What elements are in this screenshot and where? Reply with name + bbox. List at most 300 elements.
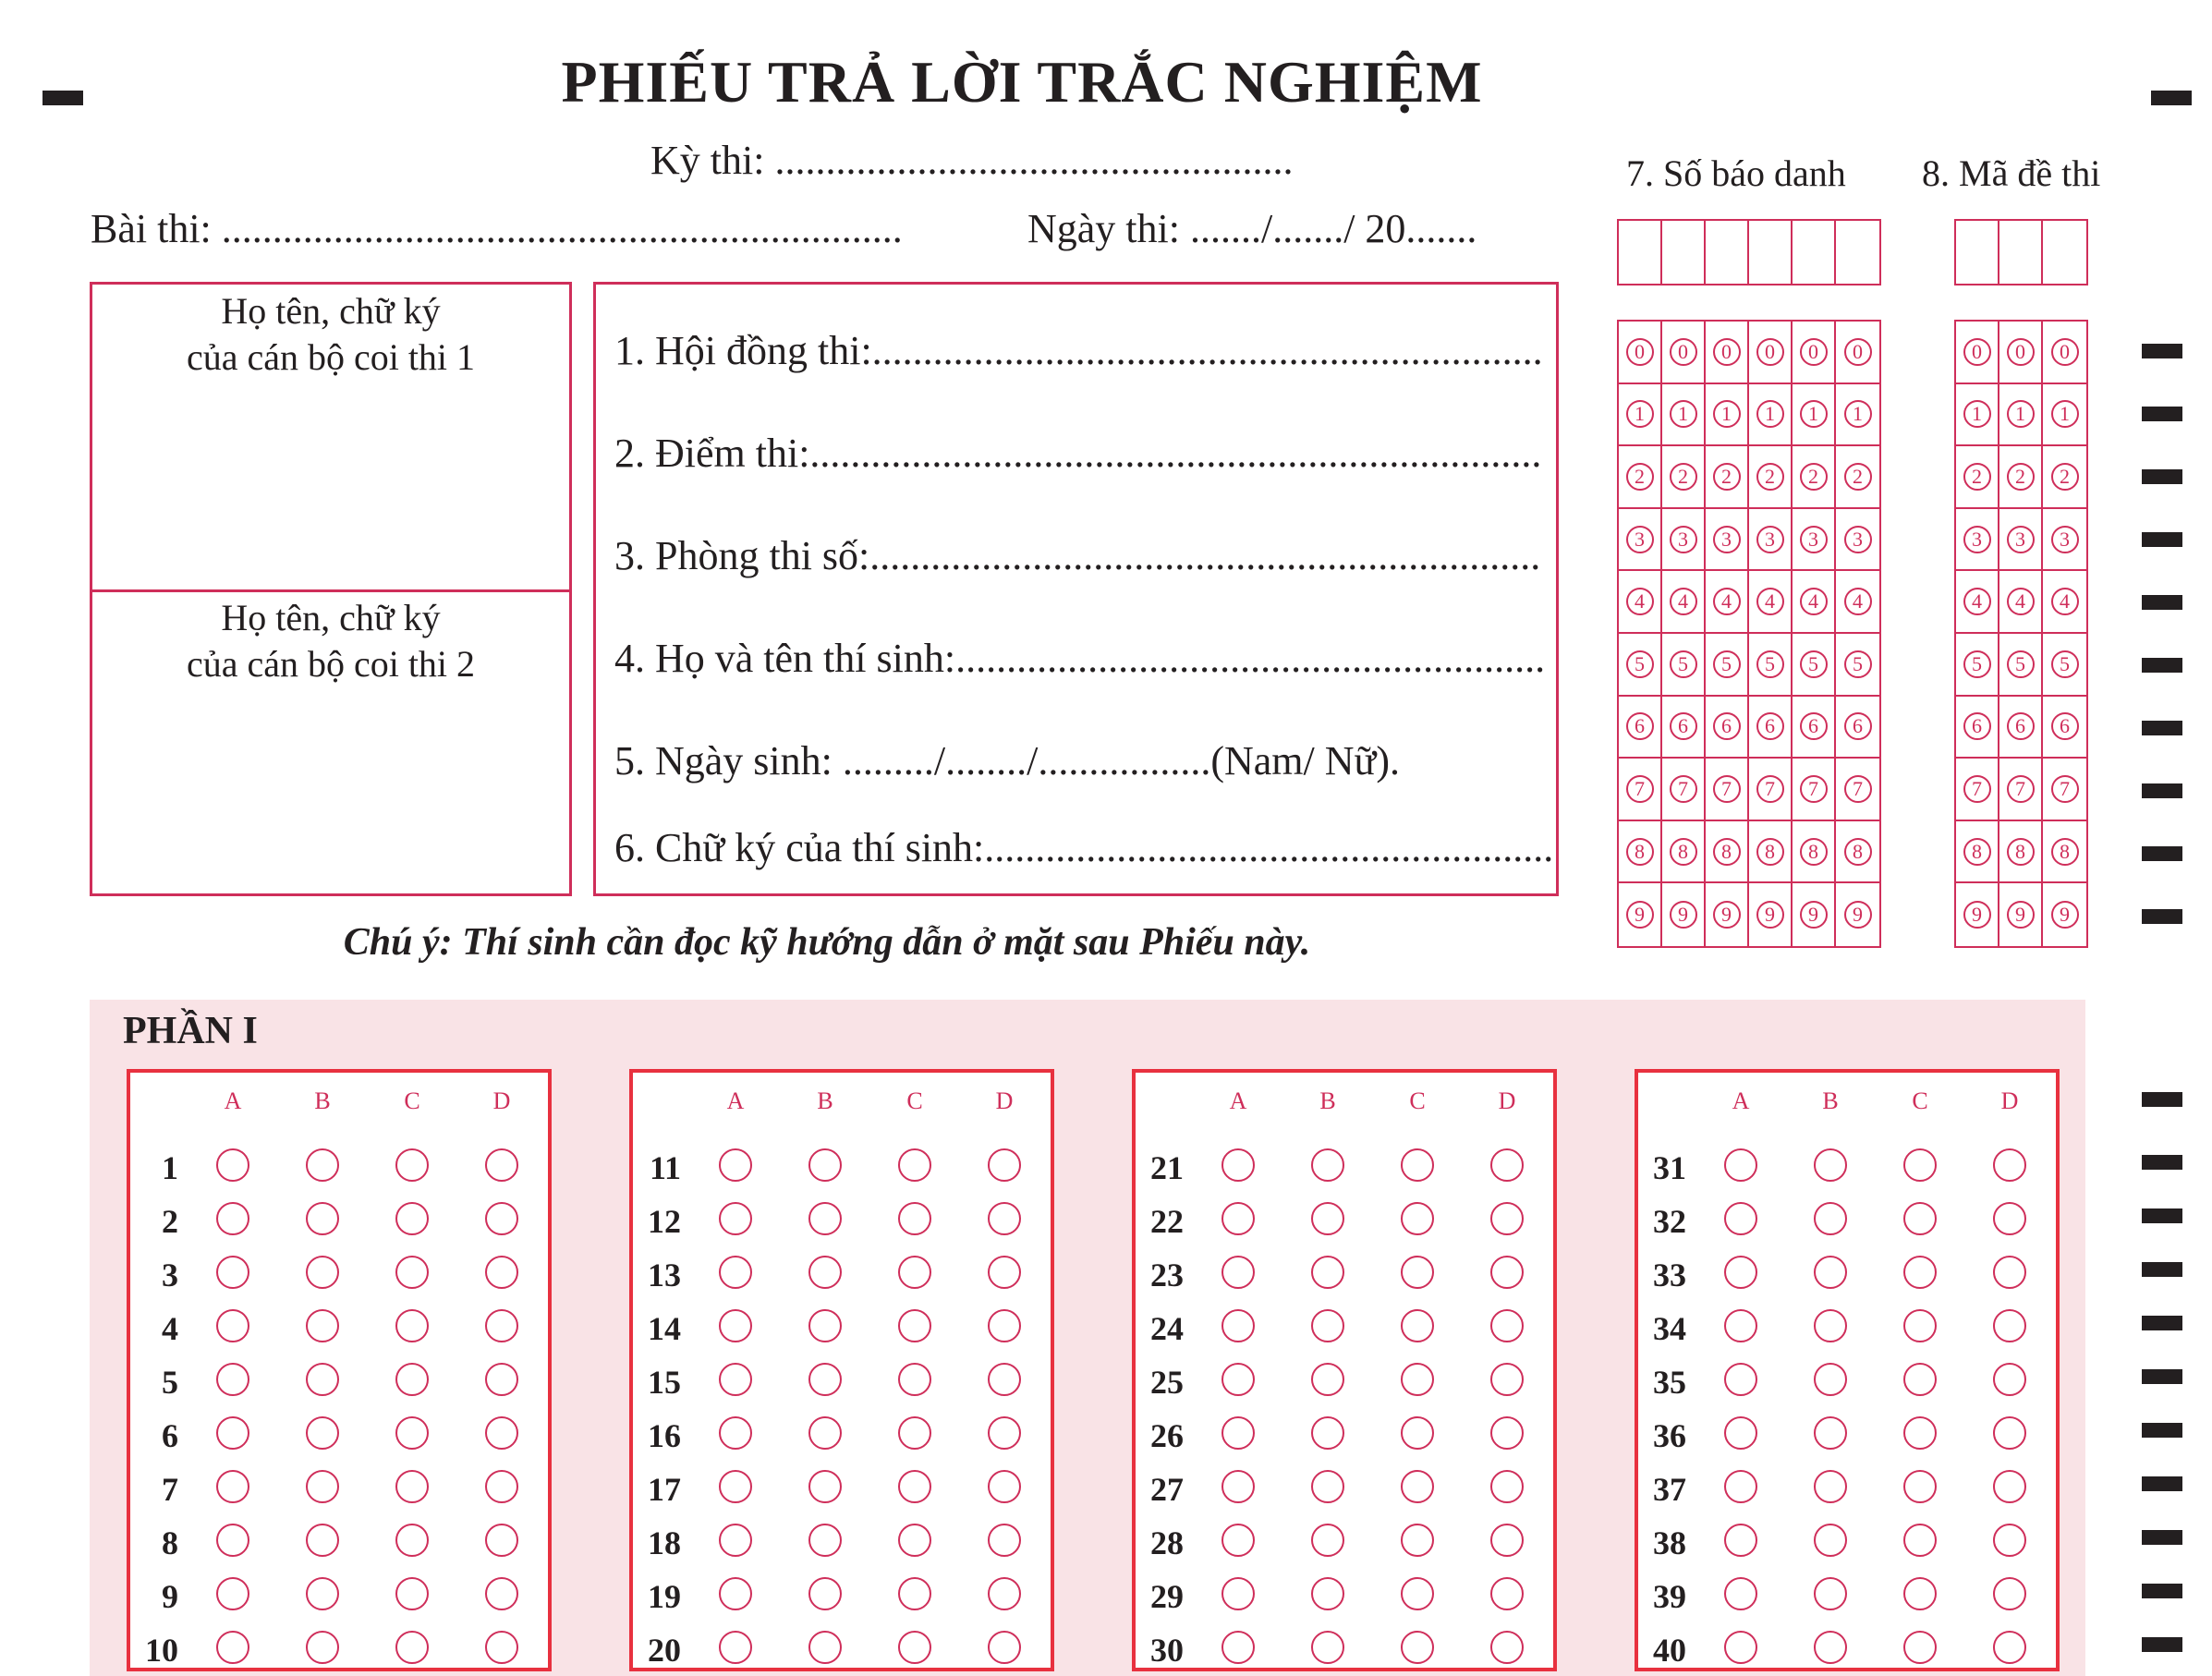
answer-bubble-d[interactable] (1490, 1202, 1524, 1235)
answer-bubble-d[interactable] (1490, 1577, 1524, 1610)
answer-bubble-b[interactable] (1311, 1148, 1344, 1182)
test-code-digit-bubble[interactable]: 3 (1963, 526, 1991, 553)
answer-bubble-a[interactable] (719, 1416, 752, 1450)
answer-bubble-a[interactable] (1221, 1148, 1255, 1182)
answer-bubble-c[interactable] (1401, 1631, 1434, 1664)
candidate-number-digit-bubble[interactable]: 8 (1844, 838, 1872, 866)
candidate-number-digit-bubble[interactable]: 3 (1713, 526, 1741, 553)
answer-bubble-d[interactable] (1993, 1256, 2026, 1289)
answer-bubble-a[interactable] (719, 1524, 752, 1557)
answer-bubble-c[interactable] (1903, 1524, 1937, 1557)
answer-bubble-a[interactable] (216, 1524, 249, 1557)
candidate-number-digit-bubble[interactable]: 0 (1800, 338, 1828, 366)
candidate-number-digit-bubble[interactable]: 9 (1670, 901, 1697, 929)
answer-bubble-a[interactable] (1221, 1256, 1255, 1289)
answer-bubble-b[interactable] (1814, 1256, 1847, 1289)
answer-bubble-b[interactable] (1311, 1631, 1344, 1664)
answer-bubble-c[interactable] (898, 1577, 931, 1610)
test-code-digit-bubble[interactable]: 3 (2007, 526, 2035, 553)
candidate-number-digit-bubble[interactable]: 1 (1713, 400, 1741, 428)
answer-bubble-b[interactable] (808, 1524, 842, 1557)
answer-bubble-b[interactable] (1814, 1416, 1847, 1450)
question-number: 9 (162, 1578, 178, 1615)
candidate-number-digit-bubble[interactable]: 6 (1800, 712, 1828, 740)
answer-bubble-c[interactable] (395, 1256, 429, 1289)
test-code-digit-cell (1999, 509, 2041, 572)
test-code-digit-bubble[interactable]: 5 (1963, 650, 1991, 678)
answer-bubble-b[interactable] (306, 1470, 339, 1503)
answer-bubble-b[interactable] (1311, 1256, 1344, 1289)
candidate-number-digit-bubble[interactable]: 5 (1626, 650, 1654, 678)
test-code-write-box[interactable] (2043, 221, 2086, 284)
answer-bubble-d[interactable] (1490, 1256, 1524, 1289)
answer-bubble-a[interactable] (216, 1416, 249, 1450)
question-row (633, 1629, 1051, 1669)
answer-bubble-d[interactable] (1993, 1631, 2026, 1664)
answer-bubble-d[interactable] (988, 1363, 1021, 1396)
candidate-number-digit-bubble[interactable]: 8 (1626, 838, 1654, 866)
answer-bubble-d[interactable] (1993, 1577, 2026, 1610)
test-code-digit-bubble[interactable]: 1 (1963, 400, 1991, 428)
option-header: A (1229, 1087, 1247, 1114)
answer-bubble-d[interactable] (485, 1416, 518, 1450)
candidate-number-bubble-grid[interactable] (1617, 320, 1881, 948)
test-code-digit-bubble[interactable]: 9 (1963, 901, 1991, 929)
answer-bubble-a[interactable] (1221, 1524, 1255, 1557)
answer-bubble-c[interactable] (395, 1470, 429, 1503)
test-code-bubble-grid[interactable] (1954, 320, 2088, 948)
answer-bubble-b[interactable] (306, 1363, 339, 1396)
answer-bubble-a[interactable] (719, 1470, 752, 1503)
candidate-name-field[interactable]: 4. Họ và tên thí sinh:.......................................................... (614, 636, 1546, 681)
answer-bubble-a[interactable] (719, 1309, 752, 1342)
answer-bubble-c[interactable] (898, 1631, 931, 1664)
test-code-digit-cell (1956, 634, 1998, 697)
candidate-number-write-boxes[interactable] (1617, 219, 1881, 285)
answer-bubble-b[interactable] (1311, 1202, 1344, 1235)
answer-bubble-d[interactable] (988, 1256, 1021, 1289)
test-code-digit-bubble[interactable]: 6 (2007, 712, 2035, 740)
answer-bubble-b[interactable] (1311, 1577, 1344, 1610)
answer-bubble-a[interactable] (719, 1202, 752, 1235)
answer-bubble-c[interactable] (395, 1202, 429, 1235)
answer-bubble-b[interactable] (306, 1416, 339, 1450)
question-number: 38 (1653, 1524, 1686, 1561)
candidate-number-digit-cell (1619, 571, 1660, 634)
test-code-digit-cell (2043, 883, 2086, 946)
answer-bubble-c[interactable] (1401, 1363, 1434, 1396)
answer-bubble-b[interactable] (808, 1309, 842, 1342)
answer-bubble-d[interactable] (485, 1470, 518, 1503)
candidate-number-digit-cell (1706, 634, 1747, 697)
birth-date-field[interactable]: 5. Ngày sinh: ........./......../.................(Nam/ Nữ). (614, 738, 1401, 783)
candidate-number-digit-bubble[interactable]: 4 (1626, 588, 1654, 615)
candidate-number-digit-bubble[interactable]: 6 (1713, 712, 1741, 740)
answer-bubble-a[interactable] (1221, 1470, 1255, 1503)
test-code-digit-bubble[interactable]: 4 (2007, 588, 2035, 615)
candidate-number-digit-bubble[interactable]: 0 (1756, 338, 1784, 366)
candidate-number-write-box[interactable] (1836, 221, 1879, 284)
test-code-write-boxes[interactable] (1954, 219, 2088, 285)
answer-bubble-d[interactable] (485, 1631, 518, 1664)
answer-bubble-c[interactable] (898, 1416, 931, 1450)
test-code-digit-bubble[interactable]: 5 (2007, 650, 2035, 678)
candidate-number-write-box[interactable] (1749, 221, 1793, 284)
answer-bubble-c[interactable] (898, 1470, 931, 1503)
answer-bubble-b[interactable] (306, 1309, 339, 1342)
answer-bubble-b[interactable] (808, 1577, 842, 1610)
answer-bubble-d[interactable] (485, 1202, 518, 1235)
candidate-number-digit-bubble[interactable]: 6 (1670, 712, 1697, 740)
answer-bubble-a[interactable] (216, 1256, 249, 1289)
answer-bubble-c[interactable] (1903, 1416, 1937, 1450)
answer-bubble-c[interactable] (395, 1309, 429, 1342)
candidate-number-digit-bubble[interactable]: 1 (1844, 400, 1872, 428)
answer-bubble-d[interactable] (1993, 1309, 2026, 1342)
candidate-number-digit-bubble[interactable]: 0 (1626, 338, 1654, 366)
candidate-number-digit-bubble[interactable]: 7 (1713, 775, 1741, 803)
test-code-digit-bubble[interactable]: 8 (1963, 838, 1991, 866)
candidate-number-digit-bubble[interactable]: 0 (1670, 338, 1697, 366)
test-code-digit-bubble[interactable]: 7 (2051, 775, 2079, 803)
candidate-number-digit-bubble[interactable]: 2 (1670, 463, 1697, 491)
candidate-number-digit-bubble[interactable]: 9 (1844, 901, 1872, 929)
answer-bubble-c[interactable] (1401, 1470, 1434, 1503)
answer-bubble-c[interactable] (395, 1148, 429, 1182)
candidate-number-write-box[interactable] (1706, 221, 1749, 284)
candidate-number-digit-bubble[interactable]: 6 (1844, 712, 1872, 740)
answer-bubble-c[interactable] (1401, 1524, 1434, 1557)
answer-bubble-a[interactable] (216, 1148, 249, 1182)
answer-bubble-a[interactable] (719, 1148, 752, 1182)
candidate-number-digit-bubble[interactable]: 2 (1756, 463, 1784, 491)
candidate-number-digit-bubble[interactable]: 9 (1713, 901, 1741, 929)
answer-bubble-c[interactable] (898, 1148, 931, 1182)
candidate-number-digit-cell (1749, 759, 1791, 821)
test-code-write-box[interactable] (1999, 221, 2043, 284)
answer-bubble-d[interactable] (1490, 1416, 1524, 1450)
answer-bubble-c[interactable] (898, 1202, 931, 1235)
candidate-number-digit-bubble[interactable]: 4 (1800, 588, 1828, 615)
answer-bubble-b[interactable] (1814, 1524, 1847, 1557)
timing-mark (2142, 344, 2182, 358)
answer-bubble-d[interactable] (1490, 1309, 1524, 1342)
candidate-number-digit-bubble[interactable]: 0 (1713, 338, 1741, 366)
answer-bubble-c[interactable] (898, 1524, 931, 1557)
answer-bubble-b[interactable] (306, 1202, 339, 1235)
candidate-number-digit-bubble[interactable]: 2 (1626, 463, 1654, 491)
exam-date-field[interactable]: Ngày thi: ......./......./ 20....... (1027, 206, 1477, 251)
answer-bubble-d[interactable] (485, 1256, 518, 1289)
answer-bubble-a[interactable] (1724, 1577, 1757, 1610)
answer-bubble-c[interactable] (1903, 1309, 1937, 1342)
answer-bubble-c[interactable] (1401, 1256, 1434, 1289)
answer-bubble-c[interactable] (395, 1524, 429, 1557)
candidate-number-digit-bubble[interactable]: 5 (1756, 650, 1784, 678)
answer-bubble-a[interactable] (1724, 1202, 1757, 1235)
candidate-number-digit-bubble[interactable]: 7 (1844, 775, 1872, 803)
answer-bubble-b[interactable] (808, 1416, 842, 1450)
answer-bubble-b[interactable] (808, 1148, 842, 1182)
exam-site-field[interactable]: 2. Điểm thi:........................................................................ (614, 431, 1542, 476)
answer-bubble-b[interactable] (1311, 1470, 1344, 1503)
answer-bubble-d[interactable] (988, 1524, 1021, 1557)
answer-bubble-a[interactable] (1724, 1631, 1757, 1664)
test-code-digit-bubble[interactable]: 2 (2051, 463, 2079, 491)
answer-bubble-c[interactable] (1903, 1470, 1937, 1503)
answer-bubble-d[interactable] (1490, 1363, 1524, 1396)
answer-bubble-a[interactable] (216, 1202, 249, 1235)
candidate-number-digit-bubble[interactable]: 8 (1756, 838, 1784, 866)
test-code-digit-bubble[interactable]: 7 (2007, 775, 2035, 803)
form-title: PHIẾU TRẢ LỜI TRẮC NGHIỆM (561, 49, 1483, 115)
test-code-digit-bubble[interactable]: 8 (2051, 838, 2079, 866)
answer-bubble-b[interactable] (1311, 1524, 1344, 1557)
candidate-number-digit-bubble[interactable]: 1 (1756, 400, 1784, 428)
candidate-number-digit-bubble[interactable]: 6 (1756, 712, 1784, 740)
answer-bubble-c[interactable] (1903, 1256, 1937, 1289)
candidate-number-digit-bubble[interactable]: 4 (1756, 588, 1784, 615)
option-header: D (492, 1087, 511, 1114)
answer-bubble-a[interactable] (1724, 1470, 1757, 1503)
candidate-number-digit-bubble[interactable]: 9 (1756, 901, 1784, 929)
option-header: B (314, 1087, 331, 1114)
answer-bubble-a[interactable] (719, 1631, 752, 1664)
answer-bubble-a[interactable] (1221, 1202, 1255, 1235)
answer-bubble-c[interactable] (898, 1363, 931, 1396)
answer-bubble-a[interactable] (1221, 1363, 1255, 1396)
candidate-number-digit-bubble[interactable]: 7 (1756, 775, 1784, 803)
answer-bubble-a[interactable] (719, 1256, 752, 1289)
answer-bubble-a[interactable] (1724, 1309, 1757, 1342)
candidate-number-digit-cell (1836, 509, 1879, 572)
exam-council-field[interactable]: 1. Hội đồng thi:.................................................................. (614, 328, 1543, 373)
answer-bubble-a[interactable] (1221, 1577, 1255, 1610)
timing-mark (2142, 1423, 2182, 1438)
answer-bubble-b[interactable] (808, 1256, 842, 1289)
test-code-digit-bubble[interactable]: 9 (2007, 901, 2035, 929)
answer-bubble-a[interactable] (216, 1470, 249, 1503)
answer-bubble-d[interactable] (1993, 1202, 2026, 1235)
answer-bubble-c[interactable] (1903, 1577, 1937, 1610)
test-code-digit-bubble[interactable]: 5 (2051, 650, 2079, 678)
candidate-number-write-box[interactable] (1619, 221, 1662, 284)
candidate-number-digit-bubble[interactable]: 3 (1756, 526, 1784, 553)
candidate-number-digit-bubble[interactable]: 8 (1670, 838, 1697, 866)
answer-block (1132, 1069, 1557, 1671)
candidate-number-digit-bubble[interactable]: 2 (1713, 463, 1741, 491)
answer-bubble-d[interactable] (485, 1577, 518, 1610)
candidate-number-digit-bubble[interactable]: 4 (1713, 588, 1741, 615)
candidate-number-digit-bubble[interactable]: 9 (1626, 901, 1654, 929)
candidate-number-digit-bubble[interactable]: 1 (1626, 400, 1654, 428)
test-code-digit-bubble[interactable]: 1 (2007, 400, 2035, 428)
test-code-digit-cell (2043, 322, 2086, 384)
subject-field[interactable]: Bài thi: ................................................................... (91, 206, 903, 251)
candidate-number-digit-bubble[interactable]: 1 (1800, 400, 1828, 428)
candidate-number-digit-bubble[interactable]: 5 (1670, 650, 1697, 678)
answer-bubble-b[interactable] (1814, 1363, 1847, 1396)
test-code-digit-bubble[interactable]: 0 (2051, 338, 2079, 366)
test-code-digit-bubble[interactable]: 4 (1963, 588, 1991, 615)
answer-bubble-a[interactable] (216, 1577, 249, 1610)
answer-bubble-b[interactable] (1814, 1577, 1847, 1610)
candidate-number-digit-cell (1836, 322, 1879, 384)
test-code-digit-bubble[interactable]: 8 (2007, 838, 2035, 866)
candidate-number-digit-bubble[interactable]: 2 (1800, 463, 1828, 491)
answer-bubble-c[interactable] (1401, 1416, 1434, 1450)
candidate-number-digit-bubble[interactable]: 5 (1800, 650, 1828, 678)
answer-bubble-b[interactable] (306, 1256, 339, 1289)
candidate-number-digit-bubble[interactable]: 5 (1713, 650, 1741, 678)
answer-bubble-d[interactable] (485, 1363, 518, 1396)
answer-bubble-d[interactable] (485, 1148, 518, 1182)
room-number-field[interactable]: 3. Phòng thi số:.................................................................. (614, 533, 1541, 578)
candidate-number-digit-bubble[interactable]: 8 (1800, 838, 1828, 866)
question-number: 11 (649, 1149, 681, 1186)
candidate-number-digit-bubble[interactable]: 7 (1626, 775, 1654, 803)
candidate-number-write-box[interactable] (1793, 221, 1836, 284)
answer-bubble-a[interactable] (1724, 1148, 1757, 1182)
answer-bubble-c[interactable] (395, 1416, 429, 1450)
answer-bubble-b[interactable] (1311, 1309, 1344, 1342)
answer-bubble-a[interactable] (1221, 1416, 1255, 1450)
answer-bubble-b[interactable] (1814, 1202, 1847, 1235)
answer-bubble-b[interactable] (1814, 1148, 1847, 1182)
answer-bubble-d[interactable] (1490, 1470, 1524, 1503)
candidate-number-digit-bubble[interactable]: 5 (1844, 650, 1872, 678)
answer-bubble-b[interactable] (306, 1631, 339, 1664)
answer-bubble-d[interactable] (988, 1577, 1021, 1610)
test-code-digit-cell (1999, 634, 2041, 697)
answer-bubble-b[interactable] (1814, 1631, 1847, 1664)
candidate-number-digit-bubble[interactable]: 7 (1670, 775, 1697, 803)
answer-bubble-c[interactable] (1903, 1363, 1937, 1396)
answer-bubble-d[interactable] (485, 1309, 518, 1342)
answer-bubble-c[interactable] (395, 1577, 429, 1610)
answer-bubble-c[interactable] (1401, 1309, 1434, 1342)
answer-bubble-b[interactable] (306, 1524, 339, 1557)
answer-bubble-a[interactable] (1221, 1631, 1255, 1664)
test-code-digit-bubble[interactable]: 1 (2051, 400, 2079, 428)
answer-bubble-c[interactable] (1903, 1631, 1937, 1664)
answer-bubble-a[interactable] (1724, 1363, 1757, 1396)
proctor-signature-box (90, 282, 572, 896)
answer-bubble-d[interactable] (1993, 1416, 2026, 1450)
answer-bubble-d[interactable] (485, 1524, 518, 1557)
candidate-number-digit-cell (1662, 634, 1704, 697)
answer-bubble-d[interactable] (1993, 1470, 2026, 1503)
answer-bubble-c[interactable] (898, 1309, 931, 1342)
answer-bubble-c[interactable] (1903, 1202, 1937, 1235)
answer-bubble-c[interactable] (898, 1256, 931, 1289)
test-code-digit-cell (2043, 759, 2086, 821)
answer-bubble-d[interactable] (988, 1148, 1021, 1182)
test-code-digit-bubble[interactable]: 0 (2007, 338, 2035, 366)
test-code-digit-bubble[interactable]: 6 (1963, 712, 1991, 740)
test-code-digit-bubble[interactable]: 3 (2051, 526, 2079, 553)
candidate-number-digit-bubble[interactable]: 8 (1713, 838, 1741, 866)
option-header: D (2000, 1087, 2019, 1114)
answer-bubble-c[interactable] (1903, 1148, 1937, 1182)
answer-bubble-b[interactable] (808, 1631, 842, 1664)
candidate-number-digit-bubble[interactable]: 4 (1844, 588, 1872, 615)
answer-bubble-b[interactable] (306, 1577, 339, 1610)
answer-bubble-b[interactable] (808, 1470, 842, 1503)
test-code-digit-bubble[interactable]: 2 (1963, 463, 1991, 491)
answer-bubble-d[interactable] (988, 1416, 1021, 1450)
answer-bubble-a[interactable] (1724, 1416, 1757, 1450)
candidate-number-digit-bubble[interactable]: 3 (1626, 526, 1654, 553)
answer-bubble-b[interactable] (1311, 1363, 1344, 1396)
candidate-number-digit-bubble[interactable]: 3 (1800, 526, 1828, 553)
answer-bubble-d[interactable] (988, 1470, 1021, 1503)
answer-bubble-a[interactable] (1221, 1309, 1255, 1342)
answer-bubble-b[interactable] (306, 1148, 339, 1182)
candidate-number-digit-bubble[interactable]: 3 (1844, 526, 1872, 553)
answer-bubble-d[interactable] (988, 1202, 1021, 1235)
answer-bubble-d[interactable] (1993, 1524, 2026, 1557)
test-code-digit-bubble[interactable]: 4 (2051, 588, 2079, 615)
answer-bubble-d[interactable] (1993, 1148, 2026, 1182)
test-code-digit-cell (1956, 883, 1998, 946)
candidate-number-digit-bubble[interactable]: 6 (1626, 712, 1654, 740)
answer-bubble-d[interactable] (1993, 1363, 2026, 1396)
candidate-number-digit-bubble[interactable]: 1 (1670, 400, 1697, 428)
answer-bubble-c[interactable] (395, 1363, 429, 1396)
candidate-number-digit-bubble[interactable]: 2 (1844, 463, 1872, 491)
candidate-number-digit-cell (1662, 322, 1704, 384)
answer-bubble-b[interactable] (1814, 1309, 1847, 1342)
answer-bubble-a[interactable] (216, 1631, 249, 1664)
candidate-number-digit-bubble[interactable]: 4 (1670, 588, 1697, 615)
test-code-digit-bubble[interactable]: 6 (2051, 712, 2079, 740)
answer-bubble-c[interactable] (1401, 1577, 1434, 1610)
answer-bubble-a[interactable] (719, 1363, 752, 1396)
candidate-number-digit-bubble[interactable]: 9 (1800, 901, 1828, 929)
answer-bubble-d[interactable] (1490, 1148, 1524, 1182)
test-code-digit-bubble[interactable]: 7 (1963, 775, 1991, 803)
candidate-number-digit-bubble[interactable]: 7 (1800, 775, 1828, 803)
candidate-number-digit-cell (1662, 446, 1704, 509)
answer-bubble-b[interactable] (808, 1363, 842, 1396)
answer-bubble-a[interactable] (1724, 1524, 1757, 1557)
answer-bubble-b[interactable] (808, 1202, 842, 1235)
answer-bubble-a[interactable] (216, 1363, 249, 1396)
answer-bubble-a[interactable] (216, 1309, 249, 1342)
exam-name-field[interactable]: Kỳ thi: ................................................... (650, 138, 1294, 183)
test-code-digit-bubble[interactable]: 2 (2007, 463, 2035, 491)
answer-bubble-c[interactable] (1401, 1148, 1434, 1182)
test-code-digit-bubble[interactable]: 9 (2051, 901, 2079, 929)
answer-bubble-d[interactable] (988, 1631, 1021, 1664)
test-code-write-box[interactable] (1956, 221, 1999, 284)
candidate-signature-field[interactable]: 6. Chữ ký của thí sinh:........................................................ (614, 825, 1554, 870)
answer-bubble-a[interactable] (719, 1577, 752, 1610)
answer-bubble-b[interactable] (1814, 1470, 1847, 1503)
answer-bubble-d[interactable] (1490, 1631, 1524, 1664)
test-code-digit-bubble[interactable]: 0 (1963, 338, 1991, 366)
answer-bubble-c[interactable] (1401, 1202, 1434, 1235)
candidate-number-digit-bubble[interactable]: 0 (1844, 338, 1872, 366)
answer-bubble-a[interactable] (1724, 1256, 1757, 1289)
answer-bubble-d[interactable] (988, 1309, 1021, 1342)
candidate-number-digit-bubble[interactable]: 3 (1670, 526, 1697, 553)
answer-bubble-b[interactable] (1311, 1416, 1344, 1450)
answer-bubble-c[interactable] (395, 1631, 429, 1664)
candidate-number-write-box[interactable] (1662, 221, 1706, 284)
answer-bubble-d[interactable] (1490, 1524, 1524, 1557)
